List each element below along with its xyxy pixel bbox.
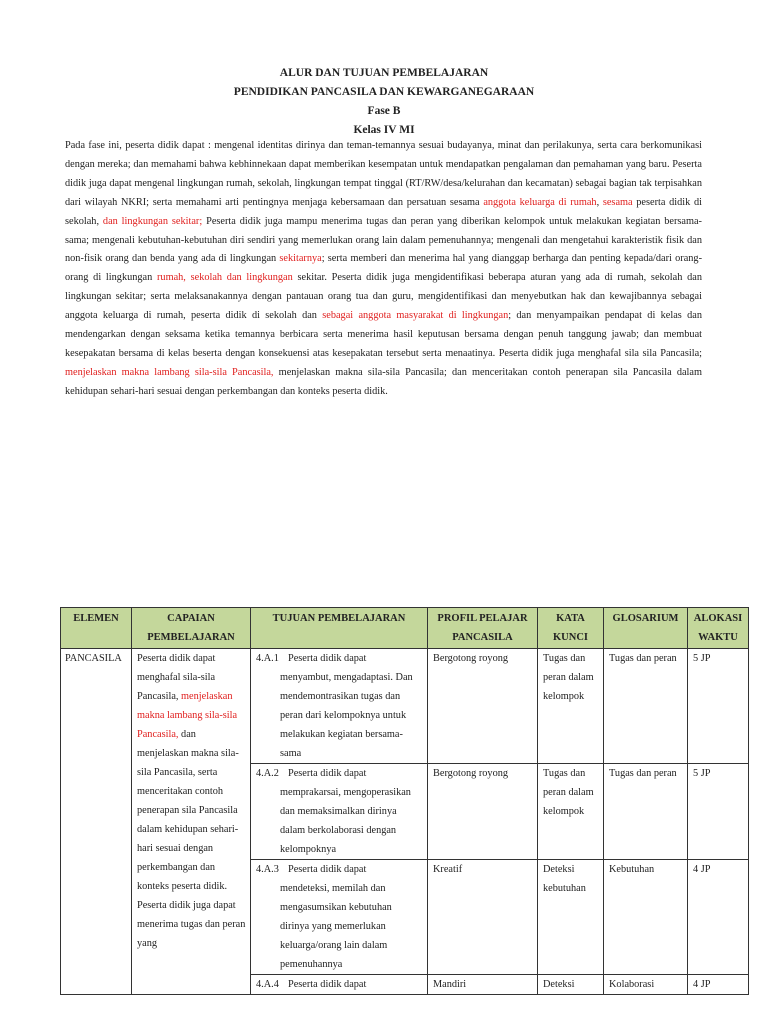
intro-text: menjelaskan makna sila-sila Pancasila; dan menceritakan contoh penerapan sila Pancasila dalam kehidupan sehari-hari sesuai dengan perkembangan dan konteks peserta didik. <box>65 366 702 397</box>
intro-highlight: sebagai anggota masyarakat di lingkungan <box>322 310 509 322</box>
tujuan-lead: Peserta didik dapat <box>288 768 367 779</box>
tujuan-text: menyambut, mengadaptasi. Dan mendemontrasikan tugas dan peran dari kelompoknya untuk melakukan kegiatan bersama-sama <box>280 672 413 759</box>
title-line-3: Fase B <box>367 105 401 117</box>
intro-text: sekitar. Peserta didik juga mengidentifikasi beberapa aturan yang ada di rumah, sekolah dan lingkungan sekitar; serta melaksanakannya dengan pantauan orang tua dan guru, mengidentifikasi dan menyebutkan hak dan kewajibannya sebagai anggota keluarga di rumah, peserta didik di sekolah dan <box>65 272 702 322</box>
cell-glosarium: Kebutuhan <box>604 860 688 975</box>
title-line-2: PENDIDIKAN PANCASILA DAN KEWARGANEGARAAN <box>233 86 535 98</box>
table-row <box>61 649 749 764</box>
intro-highlight: anggota keluarga di rumah <box>483 196 597 208</box>
tujuan-lead-line <box>256 860 422 879</box>
cell-tujuan <box>251 860 428 975</box>
intro-highlight: sesama <box>602 196 633 208</box>
intro-highlight: sekitarnya <box>279 253 322 265</box>
header-capaian: CAPAIAN PEMBELAJARAN <box>132 608 251 649</box>
tujuan-lead: Peserta didik dapat <box>288 864 367 875</box>
capaian-text: dan menjelaskan makna sila-sila Pancasila, serta menceritakan contoh penerapan sila Pancasila dalam kehidupan sehari-hari sesuai dengan perkembangan dan konteks peserta didik. Peserta didik juga dapat menerima tugas dan peran yang <box>137 729 246 949</box>
intro-text: Peserta didik juga mampu menerima tugas dan peran yang diberikan kelompok untuk melakukan kegiatan bersama-sama; mengenali kebutuhan-kebutuhan diri sendiri yang memerlukan orang lain dalam pemenuhannya; mengenali dan mengetahui karakteristik fisik dan non-fisik orang dan benda yang ada di lingkungan <box>65 215 702 265</box>
tujuan-lead-line <box>256 649 422 668</box>
cell-kata-kunci: Tugas dan peran dalam kelompok <box>538 764 604 860</box>
intro-highlight: rumah, sekolah dan lingkungan <box>157 272 293 284</box>
intro-highlight: menjelaskan makna lambang sila-sila Pancasila, <box>65 366 274 378</box>
cell-glosarium: Tugas dan peran <box>604 649 688 764</box>
tujuan-code: 4.A.1 <box>256 653 279 664</box>
cell-glosarium: Kolaborasi <box>604 975 688 995</box>
header-tujuan: TUJUAN PEMBELAJARAN <box>251 608 428 649</box>
learning-plan-table <box>60 607 749 995</box>
cell-glosarium: Tugas dan peran <box>604 764 688 860</box>
table-header-row <box>61 608 749 649</box>
cell-alokasi: 4 JP <box>688 975 749 995</box>
cell-profil: Bergotong royong <box>428 764 538 860</box>
tujuan-code: 4.A.3 <box>256 864 279 875</box>
header-glosarium: GLOSARIUM <box>604 608 688 649</box>
header-alokasi: ALOKASI WAKTU <box>688 608 749 649</box>
tujuan-lead: Peserta didik dapat <box>288 979 367 990</box>
cell-alokasi: 5 JP <box>688 649 749 764</box>
tujuan-lead-line <box>256 975 422 994</box>
tujuan-code: 4.A.4 <box>256 979 279 990</box>
title-line-1: ALUR DAN TUJUAN PEMBELAJARAN <box>279 67 489 79</box>
document-title-block <box>0 64 768 140</box>
cell-alokasi: 4 JP <box>688 860 749 975</box>
cell-capaian <box>132 649 251 995</box>
cell-elemen: PANCASILA <box>61 649 132 995</box>
cell-kata-kunci: Tugas dan peran dalam kelompok <box>538 649 604 764</box>
cell-profil: Bergotong royong <box>428 649 538 764</box>
intro-text: , <box>596 196 603 208</box>
cell-alokasi: 5 JP <box>688 764 749 860</box>
cell-kata-kunci: Deteksi kebutuhan <box>538 860 604 975</box>
tujuan-lead-line <box>256 764 422 783</box>
cell-tujuan <box>251 764 428 860</box>
intro-paragraph <box>65 137 702 402</box>
tujuan-code: 4.A.2 <box>256 768 279 779</box>
intro-text: peserta didik di sekolah, <box>65 196 703 227</box>
title-line-4: Kelas IV MI <box>353 124 415 136</box>
intro-text: ; dan menyampaikan pendapat di kelas dan mendengarkan dengan seksama ketika temannya berbicara serta menerima hasil keputusan bersama dengan penuh tanggung jawab; dan membuat kesepakatan bersama di kelas beserta dengan konsekuensi atas kesepakatan tersebut serta menaatinya. Peserta didik juga menghafal sila sila Pancasila; <box>65 310 702 359</box>
header-elemen: ELEMEN <box>61 608 132 649</box>
cell-profil: Mandiri <box>428 975 538 995</box>
cell-kata-kunci: Deteksi <box>538 975 604 995</box>
cell-profil: Kreatif <box>428 860 538 975</box>
capaian-text: Peserta didik dapat menghafal sila-sila Pancasila, <box>137 653 216 702</box>
header-kata-kunci: KATA KUNCI <box>538 608 604 649</box>
capaian-highlight: menjelaskan makna lambang sila-sila Pancasila, <box>137 691 238 740</box>
cell-tujuan <box>251 649 428 764</box>
header-profil: PROFIL PELAJAR PANCASILA <box>428 608 538 649</box>
intro-highlight: dan lingkungan sekitar; <box>102 215 203 227</box>
intro-text: Pada fase ini, peserta didik dapat : mengenal identitas dirinya dan teman-temannya sesuai budayanya, minat dan perilakunya, serta cara berkomunikasi dengan mereka; dan memahami bahwa kebhinnekaan dapat memberikan kesempatan untuk mendapatkan pengalaman dan pemahaman yang baru. Peserta didik juga dapat mengenal lingkungan rumah, sekolah, lingkungan tempat tinggal (RT/RW/desa/kelurahan dan kecamatan) sebagai bagian tak terpisahkan dari wilayah NKRI; serta memahami arti pentingnya menjaga kebersamaan dan persatuan sesama <box>65 140 702 208</box>
tujuan-lead: Peserta didik dapat <box>288 653 367 664</box>
intro-text: ; serta memberi dan menerima hal yang dianggap berharga dan penting kepada/dari orang-orang di lingkungan <box>65 253 702 284</box>
cell-tujuan <box>251 975 428 995</box>
tujuan-text: mendeteksi, memilah dan mengasumsikan kebutuhan dirinya yang memerlukan keluarga/orang lain dalam pemenuhannya <box>280 883 392 970</box>
tujuan-text: memprakarsai, mengoperasikan dan memaksimalkan dirinya dalam berkolaborasi dengan kelompoknya <box>280 787 411 855</box>
